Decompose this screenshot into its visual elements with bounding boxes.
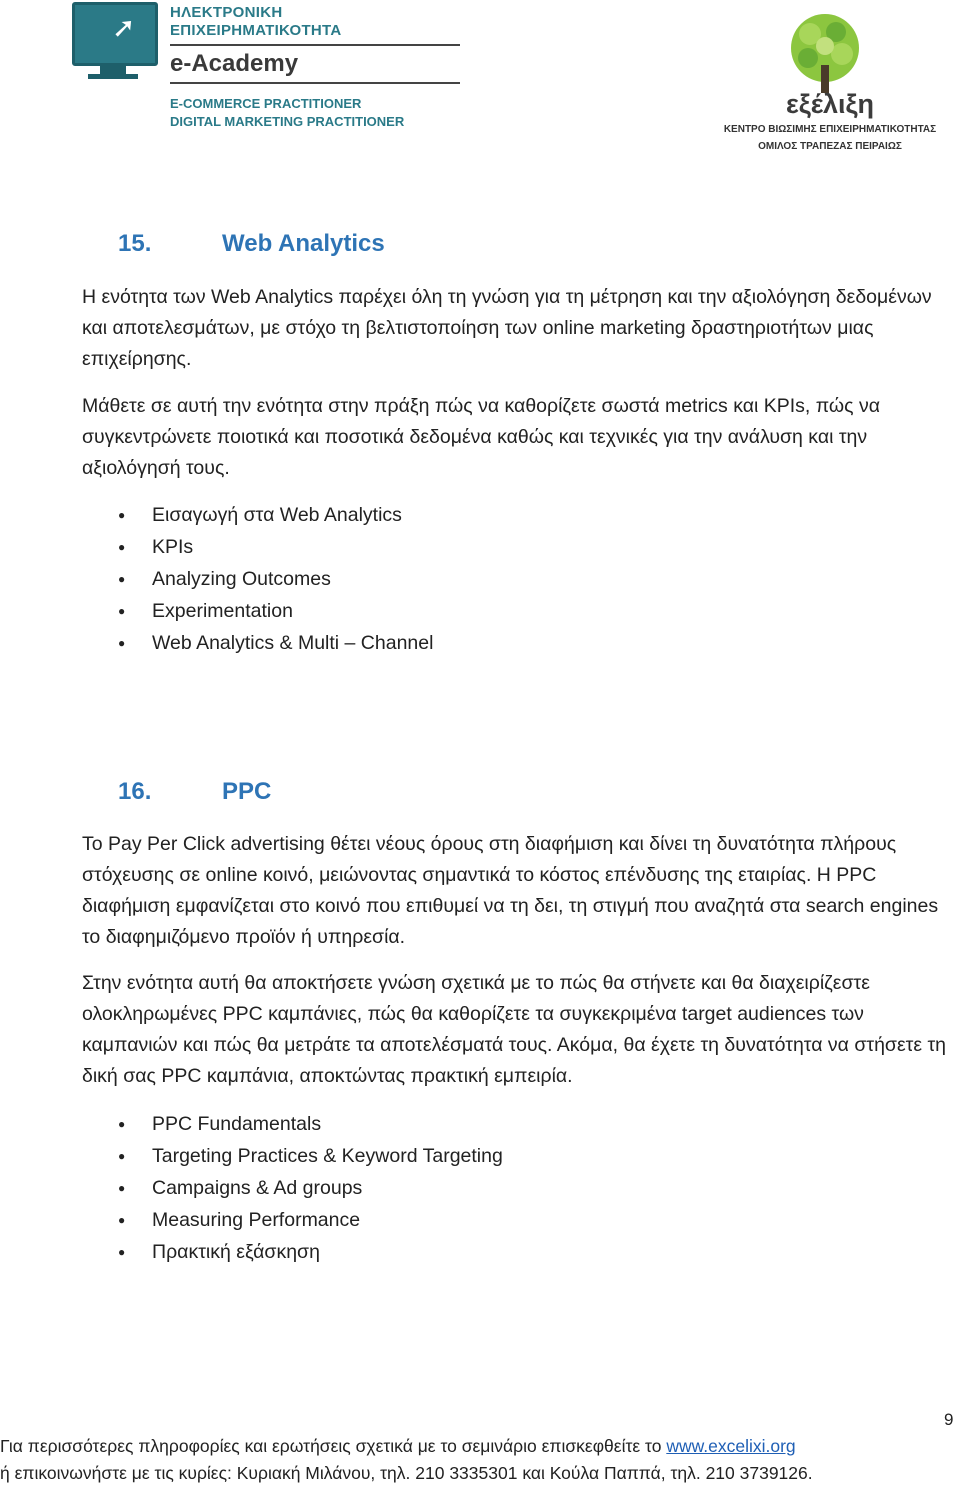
exelixi-subtitle-2: ΟΜΙΛΟΣ ΤΡΑΠΕΖΑΣ ΠΕΙΡΑΙΩΣ: [758, 141, 902, 152]
footer-line-2: ή επικοινωνήστε με τις κυρίες: Κυριακή Μιλάνου, τηλ. 210 3335301 και Κούλα Παππά, τηλ. 210 3739126.: [0, 1463, 813, 1483]
list-item: ● Analyzing Outcomes: [118, 563, 433, 595]
tree-icon: [780, 10, 870, 100]
list-item: ● Πρακτική εξάσκηση: [118, 1236, 503, 1268]
list-item: ● PPC Fundamentals: [118, 1108, 503, 1140]
exelixi-logo: [710, 5, 950, 155]
page-number: 9: [944, 1410, 954, 1429]
list-item: ● Εισαγωγή στα Web Analytics: [118, 499, 433, 531]
section-title: PPC: [222, 778, 272, 805]
list-item: ● Experimentation: [118, 595, 433, 627]
section-number: 15.: [118, 230, 152, 257]
exelixi-name: εξέλιξη: [785, 89, 875, 119]
section-number: 16.: [118, 778, 152, 805]
exelixi-subtitle-1: ΚΕΝΤΡΟ ΒΙΩΣΙΜΗΣ ΕΠΙΧΕΙΡΗΜΑΤΙΚΟΤΗΤΑΣ: [723, 124, 937, 135]
footer-text: Για περισσότερες πληροφορίες και ερωτήσεις σχετικά με το σεμινάριο επισκεφθείτε το: [0, 1436, 667, 1456]
paragraph: Η ενότητα των Web Analytics παρέχει όλη τη γνώση για τη μέτρηση και την αξιολόγηση δεδομένων και αποτελεσμάτων, με στόχο τη βελτιστοποίηση των online marketing δραστηριοτήτων μιας επιχείρησης.: [82, 286, 932, 370]
bullet-list-web-analytics: [118, 499, 433, 659]
section-heading-ppc: [118, 778, 271, 806]
cursor-icon: ➚: [112, 12, 136, 43]
paragraph: Το Pay Per Click advertising θέτει νέους όρους στη διαφήμιση και δίνει τη δυνατότητα πλήρους στόχευσης σε online κοινό, μειώνοντας σημαντικά το κόστος επένδυσης της εταιρίας. Η PPC διαφήμιση εμφανίζεται στο κοινό που επιθυμεί να τη δει, τη στιγμή που αναζητά στα search engines το διαφημιζόμενο προϊόν ή υπηρεσία.: [82, 833, 939, 948]
list-item: ● Campaigns & Ad groups: [118, 1172, 503, 1204]
paragraph: Μάθετε σε αυτή την ενότητα στην πράξη πώς να καθορίζετε σωστά metrics και KPIs, πώς να συγκεντρώνετε ποιοτικά και ποσοτικά δεδομένα καθώς και τεχνικές για την ανάλυση και την αξιολόγησή τους.: [82, 395, 880, 479]
footer-line-1: [0, 1432, 960, 1460]
logo-line-4: DIGITAL MARKETING PRACTITIONER: [170, 114, 405, 129]
section-title: Web Analytics: [222, 230, 385, 257]
logo-divider: [170, 44, 460, 46]
logo-line-2: ΕΠΙΧΕΙΡΗΜΑΤΙΚΟΤΗΤΑ: [170, 22, 342, 39]
list-item: ● Measuring Performance: [118, 1204, 503, 1236]
eacademy-logo: [70, 0, 440, 140]
list-item: ● KPIs: [118, 531, 433, 563]
logo-academy: e-Academy: [170, 50, 299, 77]
logo-line-1: ΗΛΕΚΤΡΟΝΙΚΗ: [170, 4, 283, 21]
website-link[interactable]: www.excelixi.org: [666, 1436, 796, 1456]
list-item: ● Targeting Practices & Keyword Targeting: [118, 1140, 503, 1172]
paragraph: Στην ενότητα αυτή θα αποκτήσετε γνώση σχετικά με το πώς θα στήνετε και θα διαχειρίζεστε ολοκληρωμένες PPC καμπάνιες, πώς θα καθορίζετε τα συγκεκριμένα target audiences των καμπανιών και πώς θα μετράτε τα αποτελέσματά τους. Ακόμα, θα έχετε τη δυνατότητα να στήσετε τη δική σας PPC καμπάνια, αποκτώντας πρακτική εμπειρία.: [82, 972, 947, 1087]
bullet-list-ppc: [118, 1108, 503, 1268]
monitor-stand: [100, 66, 126, 74]
logo-divider-2: [170, 82, 460, 84]
monitor-base: [88, 74, 138, 79]
list-item: ● Web Analytics & Multi – Channel: [118, 627, 433, 659]
section-heading-web-analytics: [118, 230, 385, 258]
logo-line-3: E-COMMERCE PRACTITIONER: [170, 96, 362, 111]
